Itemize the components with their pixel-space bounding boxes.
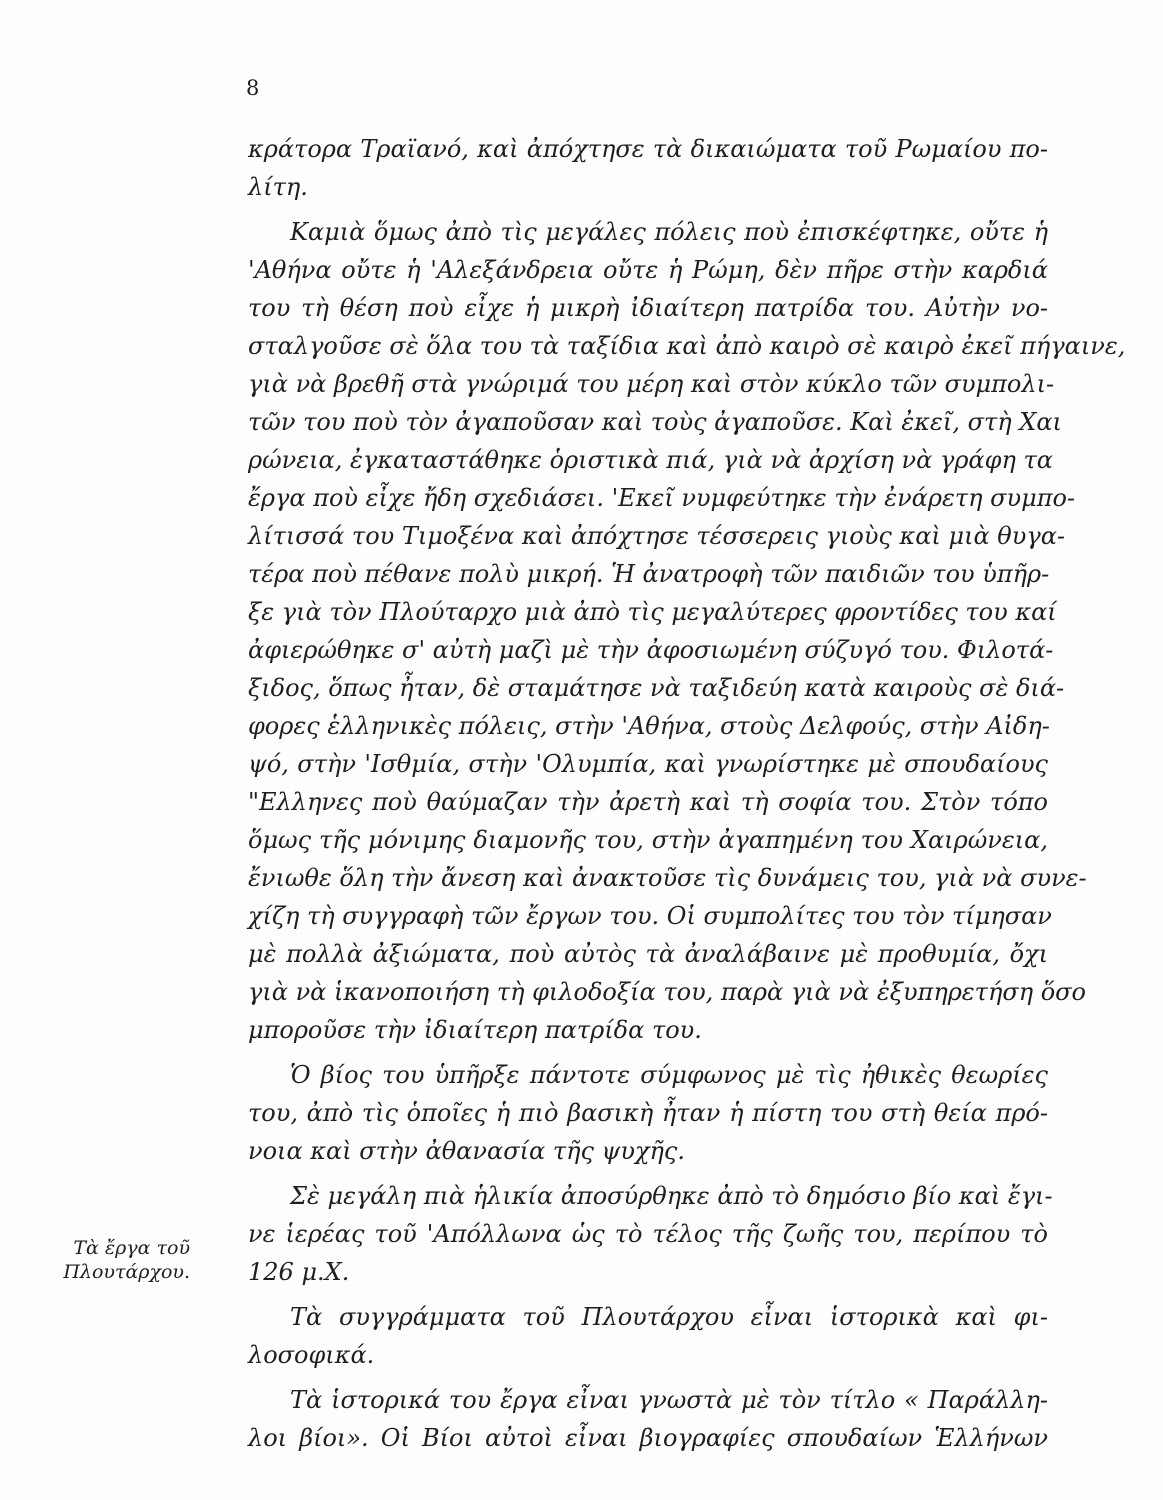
paragraph	[248, 1056, 1048, 1170]
text-line: τέρα ποὺ πέθανε πολὺ μικρή. Ἡ ἀνατροφὴ τῶν παιδιῶν του ὑπῆρ-	[248, 560, 1050, 588]
margin-note-line: Πλουτάρχου.	[63, 1261, 190, 1283]
page-number: 8	[246, 76, 260, 100]
text-line: λοι βίοι». Οἱ Βίοι αὐτοὶ εἶναι βιογραφίες σπουδαίων Ἑλλήνων	[248, 1424, 1048, 1452]
text-line: ἀφιερώθηκε σ' αὐτὴ μαζὶ μὲ τὴν ἀφοσιωμένη σύζυγό του. Φιλοτά-	[248, 636, 1054, 664]
margin-note-line: Τὰ ἔργα τοῦ	[73, 1237, 190, 1259]
paragraph	[248, 213, 1126, 1049]
text-line: φορες ἑλληνικὲς πόλεις, στὴν 'Αθήνα, στοὺς Δελφούς, στὴν Αἰδη-	[248, 712, 1050, 740]
text-line: μὲ πολλὰ ἀξιώματα, ποὺ αὐτὸς τὰ ἀναλάβαινε μὲ προθυμία, ὄχι	[248, 940, 1048, 968]
text-line: ρώνεια, ἐγκαταστάθηκε ὁριστικὰ πιά, γιὰ νὰ ἀρχίση νὰ γράφη τα	[248, 446, 1053, 474]
text-line: Καμιὰ ὅμως ἀπὸ τὶς μεγάλες πόλεις ποὺ ἐπισκέφτηκε, οὔτε ἡ	[290, 218, 1048, 246]
text-line: ἔνιωθε ὅλη τὴν ἄνεση καὶ ἀνακτοῦσε τὶς δυνάμεις του, γιὰ νὰ συνε-	[248, 864, 1087, 892]
text-line: ξε γιὰ τὸν Πλούταρχο μιὰ ἀπὸ τὶς μεγαλύτερες φροντίδες του καί	[248, 598, 1057, 626]
text-line: "Ελληνες ποὺ θαύμαζαν τὴν ἀρετὴ καὶ τὴ σοφία του. Στὸν τόπο	[248, 788, 1048, 816]
text-line: μποροῦσε τὴν ἰδιαίτερη πατρίδα του.	[248, 1016, 702, 1044]
text-line: ἔργα ποὺ εἶχε ἤδη σχεδιάσει. 'Εκεῖ νυμφεύτηκε τὴν ἐνάρετη συμπο-	[248, 484, 1076, 512]
text-line: ξιδος, ὅπως ἦταν, δὲ σταμάτησε νὰ ταξιδεύη κατὰ καιροὺς σὲ διά-	[248, 674, 1065, 702]
text-line: λίτη.	[248, 173, 308, 201]
text-line: Τὰ συγγράμματα τοῦ Πλουτάρχου εἶναι ἱστορικὰ καὶ φι-	[290, 1303, 1048, 1331]
margin-note	[30, 1236, 190, 1284]
paragraph	[248, 1381, 1048, 1457]
text-line: λίτισσά του Τιμοξένα καὶ ἀπόχτησε τέσσερεις γιοὺς καὶ μιὰ θυγα-	[248, 522, 1066, 550]
text-line: 126 μ.Χ.	[248, 1258, 350, 1286]
text-line: νε ἱερέας τοῦ 'Απόλλωνα ὡς τὸ τέλος τῆς ζωῆς του, περίπου τὸ	[248, 1220, 1048, 1248]
text-line: λοσοφικά.	[248, 1341, 375, 1369]
text-line: Τὰ ἱστορικά του ἔργα εἶναι γνωστὰ μὲ τὸν τίτλο « Παράλλη-	[290, 1386, 1048, 1414]
text-line: τῶν του ποὺ τὸν ἀγαποῦσαν καὶ τοὺς ἀγαποῦσε. Καὶ ἐκεῖ, στὴ Χαι	[248, 408, 1062, 436]
text-line: γιὰ νὰ ἱκανοποιήση τὴ φιλοδοξία του, παρὰ γιὰ νὰ ἐξυπηρετήση ὅσο	[248, 978, 1087, 1006]
text-line: του, ἀπὸ τὶς ὁποῖες ἡ πιὸ βασικὴ ἦταν ἡ πίστη του στὴ θεία πρό-	[248, 1099, 1048, 1127]
paragraph	[248, 1177, 1053, 1291]
text-line: σταλγοῦσε σὲ ὅλα του τὰ ταξίδια καὶ ἀπὸ καιρὸ σὲ καιρὸ ἐκεῖ πήγαινε,	[248, 332, 1126, 360]
body-text	[248, 130, 1126, 1457]
text-line: του τὴ θέση ποὺ εἶχε ἡ μικρὴ ἰδιαίτερη πατρίδα του. Αὐτὴν νο-	[248, 294, 1048, 322]
text-line: νοια καὶ στὴν ἀθανασία τῆς ψυχῆς.	[248, 1137, 685, 1165]
text-line: γιὰ νὰ βρεθῆ στὰ γνώριμά του μέρη καὶ στὸν κύκλο τῶν συμπολι-	[248, 370, 1055, 398]
text-line: 'Αθήνα οὔτε ἡ 'Αλεξάνδρεια οὔτε ἡ Ρώμη, δὲν πῆρε στὴν καρδιά	[248, 256, 1048, 284]
text-line: ὅμως τῆς μόνιμης διαμονῆς του, στὴν ἀγαπημένη του Χαιρώνεια,	[248, 826, 1048, 854]
text-line: Σὲ μεγάλη πιὰ ἡλικία ἀποσύρθηκε ἀπὸ τὸ δημόσιο βίο καὶ ἔγι-	[290, 1182, 1053, 1210]
paragraph	[248, 130, 1048, 206]
text-line: κράτορα Τραϊανό, καὶ ἀπόχτησε τὰ δικαιώματα τοῦ Ρωμαίου πο-	[248, 135, 1048, 163]
text-line: ψό, στὴν 'Ισθμία, στὴν 'Ολυμπία, καὶ γνωρίστηκε μὲ σπουδαίους	[248, 750, 1048, 778]
text-line: Ὁ βίος του ὑπῆρξε πάντοτε σύμφωνος μὲ τὶς ἠθικὲς θεωρίες	[290, 1061, 1048, 1089]
text-line: χίζη τὴ συγγραφὴ τῶν ἔργων του. Οἱ συμπολίτες του τὸν τίμησαν	[248, 902, 1052, 930]
paragraph	[248, 1298, 1048, 1374]
